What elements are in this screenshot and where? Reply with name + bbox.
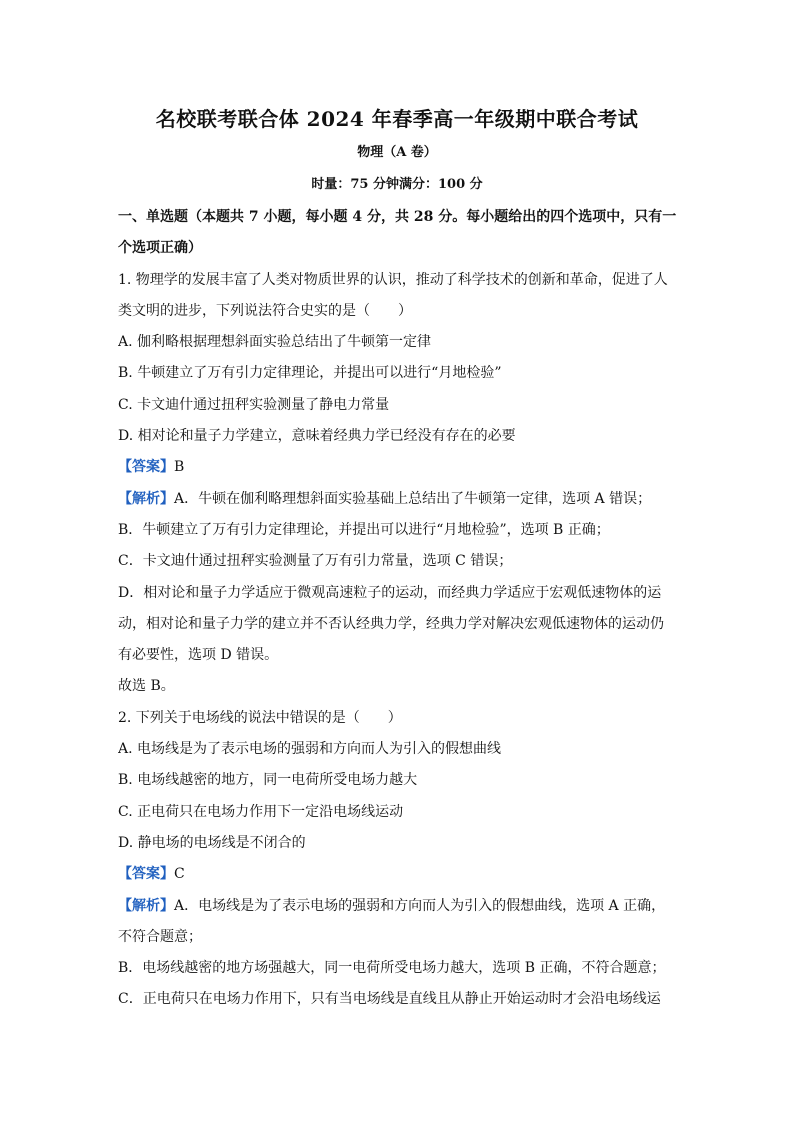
q2-stem: 2. 下列关于电场线的说法中错误的是（ ） <box>118 709 402 726</box>
section-heading-cont: 个选项正确） <box>118 240 202 257</box>
q1-option-c: C. 卡文迪什通过扭秤实验测量了静电力常量 <box>118 396 390 413</box>
q1-option-a: A. 伽利略根据理想斜面实验总结出了牛顿第一定律 <box>118 334 432 351</box>
q2-answer <box>118 859 678 890</box>
q2-analysis-text: A．电场线是为了表示电场的强弱和方向而人为引入的假想曲线，选项 A 正确， <box>174 897 666 914</box>
q1-answer-value: B <box>174 459 185 476</box>
answer-tag: 【答案】 <box>118 866 174 883</box>
section-heading: 一、单选题（本题共 7 小题，每小题 4 分，共 28 分。每小题给出的四个选项中，只有一 <box>118 209 677 225</box>
q1-analysis-text: A．牛顿在伽利略理想斜面实验基础上总结出了牛顿第一定律，选项 A 错误； <box>174 490 652 507</box>
analysis-tag: 【解析】 <box>118 490 174 507</box>
q2-analysis <box>118 891 678 922</box>
q2-option-a: A. 电场线是为了表示电场的强弱和方向而人为引入的假想曲线 <box>118 741 502 758</box>
q2-option-b: B. 电场线越密的地方，同一电荷所受电场力越大 <box>118 772 418 789</box>
document-body <box>118 202 678 1016</box>
q1-stem: 1. 物理学的发展丰富了人类对物质世界的认识，推动了科学技术的创新和革命，促进了人 <box>118 271 668 288</box>
q2-analysis-b: B．电场线越密的地方场强越大，同一电荷所受电场力越大，选项 B 正确，不符合题意； <box>118 960 666 977</box>
answer-tag: 【答案】 <box>118 459 174 476</box>
q1-analysis-d-end: 有必要性，选项 D 错误。 <box>118 647 279 664</box>
analysis-tag: 【解析】 <box>118 897 174 914</box>
q2-option-c: C. 正电荷只在电场力作用下一定沿电场线运动 <box>118 803 404 820</box>
q2-analysis-c: C．正电荷只在电场力作用下，只有当电场线是直线且从静止开始运动时才会沿电场线运 <box>118 991 661 1008</box>
q1-analysis <box>118 484 678 515</box>
q1-option-b: B. 牛顿建立了万有引力定律理论，并提出可以进行“月地检验” <box>118 365 502 382</box>
q2-option-d: D. 静电场的电场线是不闭合的 <box>118 834 306 851</box>
q1-analysis-b: B．牛顿建立了万有引力定律理论，并提出可以进行“月地检验”，选项 B 正确； <box>118 521 610 538</box>
q2-answer-value: C <box>174 866 185 883</box>
q1-conclusion: 故选 B。 <box>118 678 175 695</box>
exam-timing: 时量：75 分钟满分：100 分 <box>311 177 483 192</box>
q2-analysis-a-cont: 不符合题意； <box>118 928 202 945</box>
q1-analysis-c: C．卡文迪什通过扭秤实验测量了万有引力常量，选项 C 错误； <box>118 553 513 570</box>
exam-subtitle: 物理（A 卷） <box>357 145 437 160</box>
q1-answer <box>118 452 678 483</box>
q1-analysis-d-cont: 动，相对论和量子力学的建立并不否认经典力学，经典力学对解决宏观低速物体的运动仍 <box>118 615 664 632</box>
q1-stem-cont: 类文明的进步，下列说法符合史实的是（ ） <box>118 302 412 319</box>
exam-title: 名校联考联合体 2024 年春季高一年级期中联合考试 <box>155 107 639 131</box>
q1-analysis-d: D．相对论和量子力学适应于微观高速粒子的运动，而经典力学适应于宏观低速物体的运 <box>118 584 662 601</box>
q1-option-d: D. 相对论和量子力学建立，意味着经典力学已经没有存在的必要 <box>118 428 516 445</box>
